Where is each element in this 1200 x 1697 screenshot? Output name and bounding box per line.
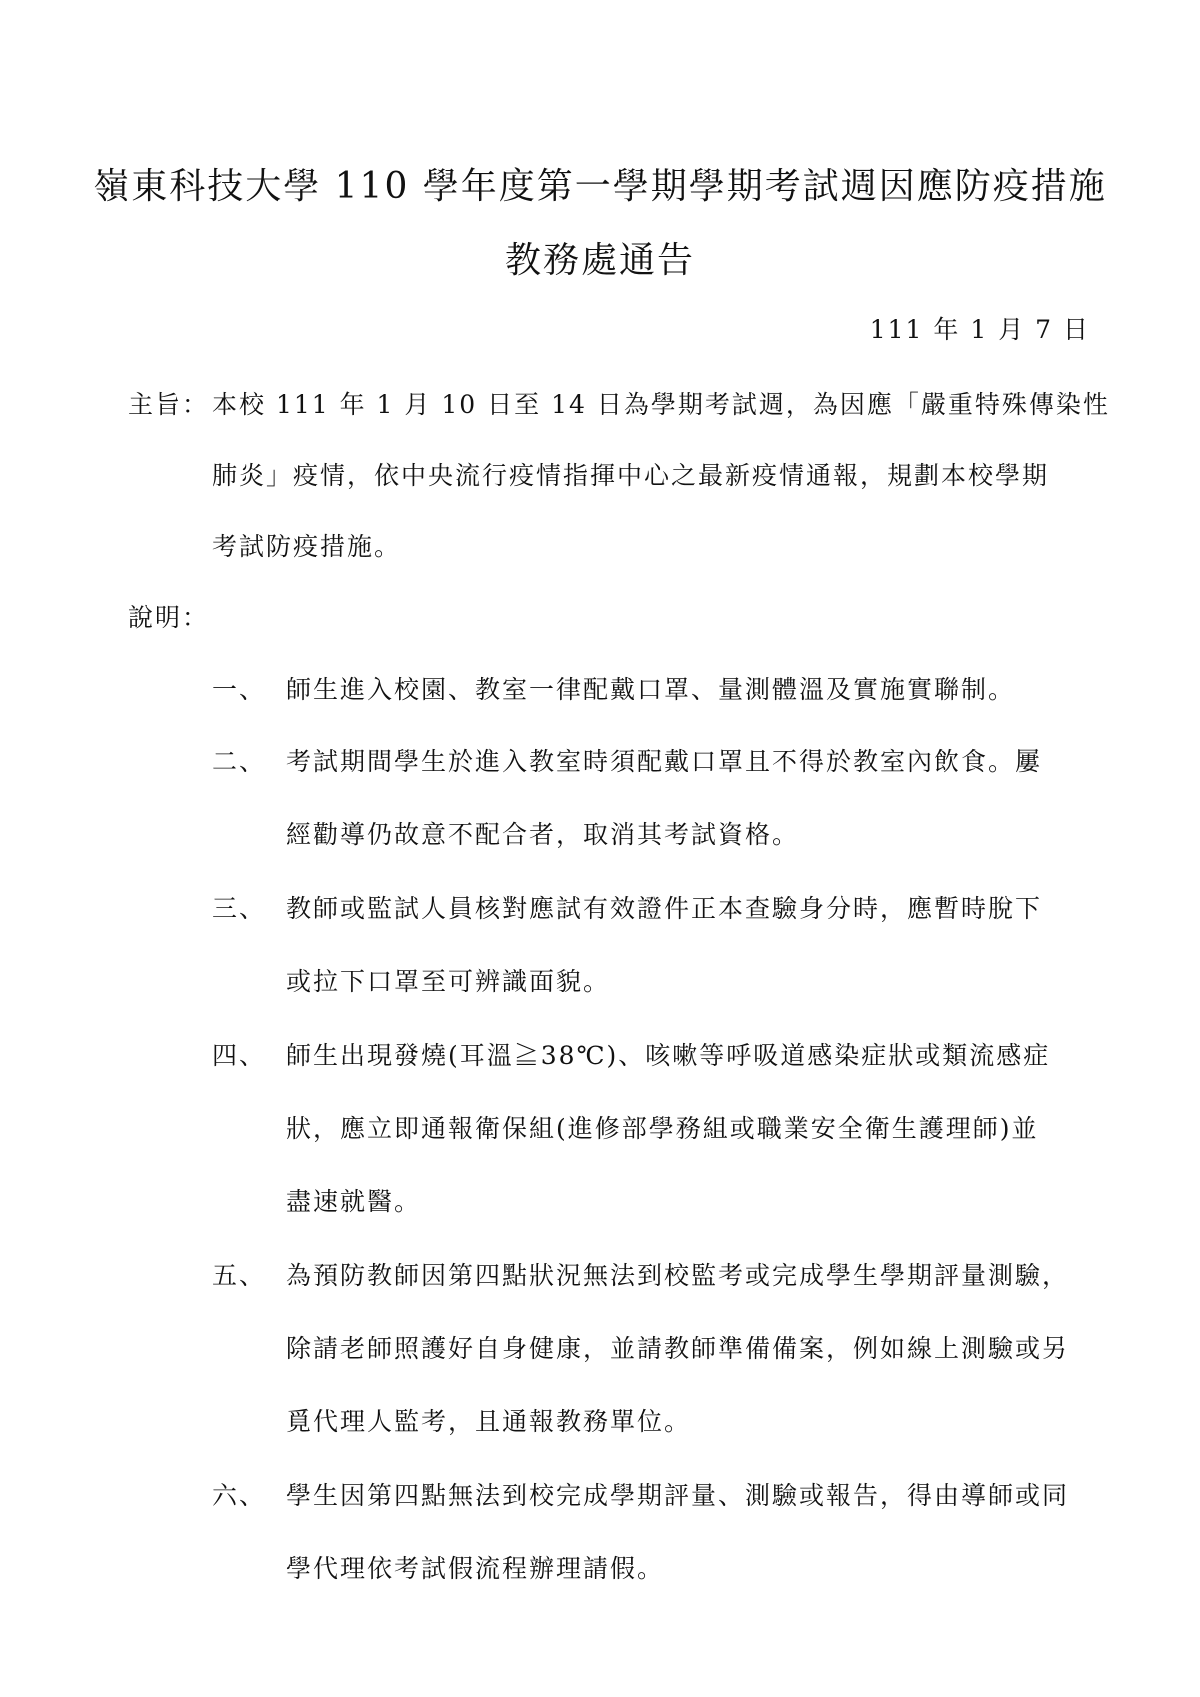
item-line: 經勸導仍故意不配合者，取消其考試資格。: [286, 820, 800, 849]
item-line: 或拉下口罩至可辨識面貌。: [286, 967, 611, 996]
item-number: 二、: [212, 747, 267, 776]
document-date: 111 年 1 月 7 日: [869, 315, 1090, 344]
item-number: 四、: [212, 1041, 267, 1070]
document-subtitle: 教務處通告: [504, 240, 695, 281]
item-line: 學代理依考試假流程辦理請假。: [286, 1554, 665, 1583]
document-title: 嶺東科技大學 110 學年度第一學期學期考試週因應防疫措施: [93, 166, 1107, 207]
item-line: 教師或監試人員核對應試有效證件正本查驗身分時，應暫時脫下: [286, 894, 1043, 923]
subject-line: 本校 111 年 1 月 10 日至 14 日為學期考試週，為因應「嚴重特殊傳染性: [212, 390, 1110, 419]
item-number: 一、: [212, 675, 267, 704]
item-line: 師生出現發燒(耳溫≧38℃)、咳嗽等呼吸道感染症狀或類流感症: [286, 1041, 1051, 1070]
item-line: 學生因第四點無法到校完成學期評量、測驗或報告，得由導師或同: [286, 1481, 1070, 1510]
subject-line: 考試防疫措施。: [212, 532, 402, 561]
item-line: 盡速就醫。: [286, 1187, 422, 1216]
item-line: 覓代理人監考，且通報教務單位。: [286, 1407, 692, 1436]
subject-line: 肺炎」疫情，依中央流行疫情指揮中心之最新疫情通報，規劃本校學期: [212, 461, 1050, 490]
item-number: 六、: [212, 1481, 267, 1510]
item-line: 考試期間學生於進入教室時須配戴口罩且不得於教室內飲食。屢: [286, 747, 1043, 776]
item-line: 除請老師照護好自身健康，並請教師準備備案，例如線上測驗或另: [286, 1334, 1070, 1363]
item-line: 狀，應立即通報衛保組(進修部學務組或職業安全衛生護理師)並: [286, 1114, 1039, 1143]
item-number: 三、: [212, 894, 267, 923]
subject-label: 主旨：: [128, 390, 210, 419]
description-label: 說明：: [128, 603, 210, 632]
item-line: 為預防教師因第四點狀況無法到校監考或完成學生學期評量測驗，: [286, 1261, 1070, 1290]
item-line: 師生進入校園、教室一律配戴口罩、量測體溫及實施實聯制。: [286, 675, 1016, 704]
item-number: 五、: [212, 1261, 267, 1290]
